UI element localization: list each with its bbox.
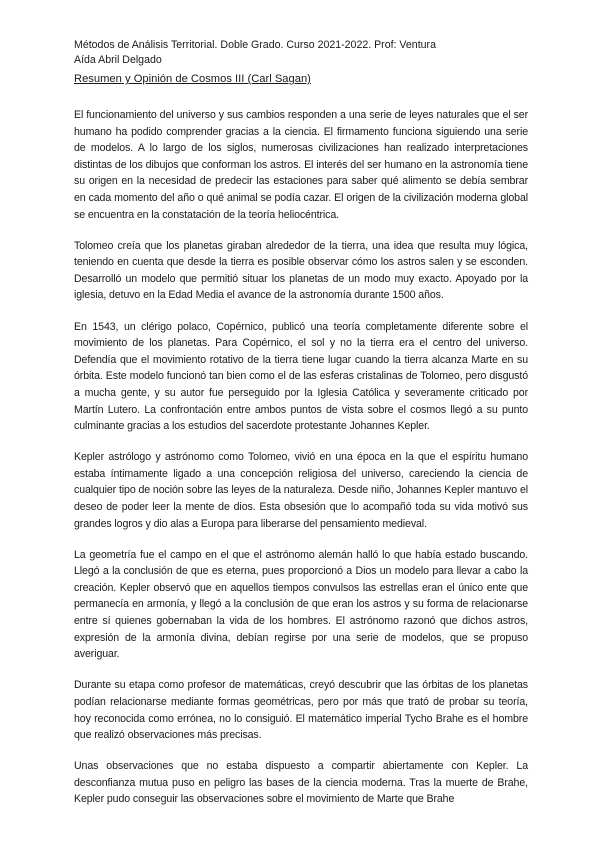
document-title: Resumen y Opinión de Cosmos III (Carl Sagan) [74,73,311,85]
paragraph: Unas observaciones que no estaba dispuesto a compartir abiertamente con Kepler. La desconfianza mutua puso en peligro las bases de la ciencia moderna. Tras la muerte de Brahe, Kepler pudo conseguir las observaciones sobre el movimiento de Marte que Brahe [74,760,528,806]
document-page [74,38,528,822]
course-header: Métodos de Análisis Territorial. Doble Grado. Curso 2021-2022. Prof: Ventura [74,39,436,51]
author-name: Aída Abril Delgado [74,54,162,66]
paragraph: El funcionamiento del universo y sus cambios responden a una serie de leyes naturales que el ser humano ha podido comprender gracias a la ciencia. El firmamento funciona siguiendo una serie de modelos. A lo largo de los siglos, numerosas civilizaciones han realizado interpretaciones distintas de los dibujos que conforman los astros. El interés del ser humano en la astronomía tiene su origen en la necesidad de predecir las estaciones para saber qué alimento se debía sembrar en cada momento del año o qué animal se podía cazar. El origen de la civilización moderna global se encuentra en la constatación de la teoría heliocéntrica. [74,109,528,221]
paragraph: Durante su etapa como profesor de matemáticas, creyó descubrir que las órbitas de los planetas podían relacionarse mediante formas geométricas, pero por más que trató de probar su teoría, hoy reconocida como errónea, no lo consiguió. El matemático imperial Tycho Brahe es el hombre que realizó observaciones más precisas. [74,679,528,742]
paragraph: La geometría fue el campo en el que el astrónomo alemán halló lo que había estado buscando. Llegó a la conclusión de que es eterna, pues proporcionó a Dios un modelo para llevar a cabo la creación. Kepler observó que en aquellos tiempos convulsos las estrellas eran el único ente que permanecía en armonía, y llegó a la conclusión de que eran los astros y su forma de relacionarse entre sí quienes gobernaban la vida de los hombres. El astrónomo razonó que dichos astros, expresión de la armonía divina, debían regirse por una serie de modelos, que se propuso averiguar. [74,548,528,661]
paragraph: Kepler astrólogo y astrónomo como Tolomeo, vivió en una época en la que el espíritu humano estaba íntimamente ligado a una concepción religiosa del universo, careciendo la ciencia de cualquier tipo de noción sobre las leyes de la naturaleza. Desde niño, Johannes Kepler mantuvo el deseo de poder leer la mente de dios. Esta obsesión que lo acompañó toda su vida motivó sus grandes logros y dio alas a Europa para liberarse del pensamiento medieval. [74,451,528,530]
paragraph: En 1543, un clérigo polaco, Copérnico, publicó una teoría completamente diferente sobre el movimiento de los planetas. Para Copérnico, el sol y no la tierra era el centro del universo. Defendía que el movimiento rotativo de la tierra tiene lugar cuando la tierra alcanza Marte en su órbita. Este modelo funcionó tan bien como el de las esferas cristalinas de Tolomeo, pero disgustó a mucha gente, y su autor fue perseguido por la Iglesia Católica y severamente criticado por Martín Lutero. La confrontación entre ambos puntos de vista sobre el cosmos llegó a su punto culminante gracias a los estudios del sacerdote protestante Johannes Kepler. [74,320,528,433]
document-body [74,107,528,808]
paragraph: Tolomeo creía que los planetas giraban alrededor de la tierra, una idea que resulta muy lógica, teniendo en cuenta que desde la tierra es posible observar cómo los astros salen y se esconden. Desarrolló un modelo que permitió situar los planetas de un modo muy exacto. Apoyado por la iglesia, detuvo en la Edad Media el avance de la astronomía durante 1500 años. [74,239,528,302]
